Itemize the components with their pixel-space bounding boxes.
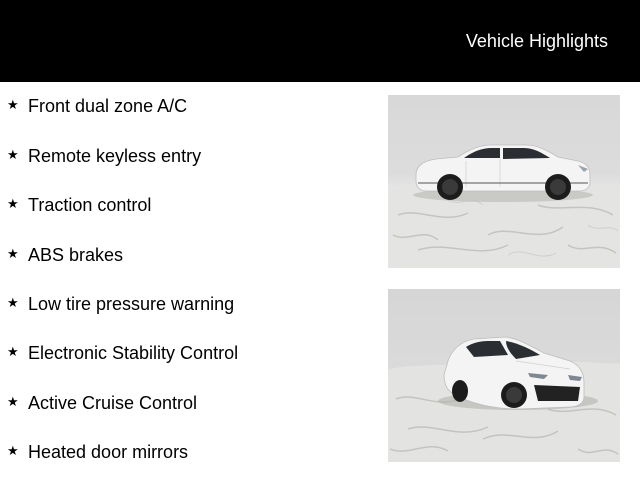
- star-icon: ★: [7, 97, 19, 112]
- vehicle-photo-side[interactable]: [388, 95, 620, 268]
- star-icon: ★: [7, 344, 19, 359]
- star-icon: ★: [7, 394, 19, 409]
- star-icon: ★: [7, 443, 19, 458]
- star-icon: ★: [7, 147, 19, 162]
- vehicle-photo-front[interactable]: [388, 289, 620, 462]
- feature-label: Traction control: [28, 195, 152, 215]
- star-icon: ★: [7, 246, 19, 261]
- vehicle-photo-side-image: [388, 95, 620, 268]
- star-icon: ★: [7, 196, 19, 211]
- feature-label: ABS brakes: [28, 245, 124, 265]
- feature-label: Heated door mirrors: [28, 442, 189, 462]
- feature-label: Low tire pressure warning: [28, 294, 235, 314]
- star-icon: ★: [7, 295, 19, 310]
- header-bar: [0, 0, 640, 82]
- feature-label: Electronic Stability Control: [28, 343, 239, 363]
- feature-label: Active Cruise Control: [28, 393, 198, 413]
- page-title: Vehicle Highlights: [465, 31, 608, 51]
- feature-label: Front dual zone A/C: [28, 96, 188, 116]
- vehicle-photo-front-image: [388, 289, 620, 462]
- feature-label: Remote keyless entry: [28, 146, 202, 166]
